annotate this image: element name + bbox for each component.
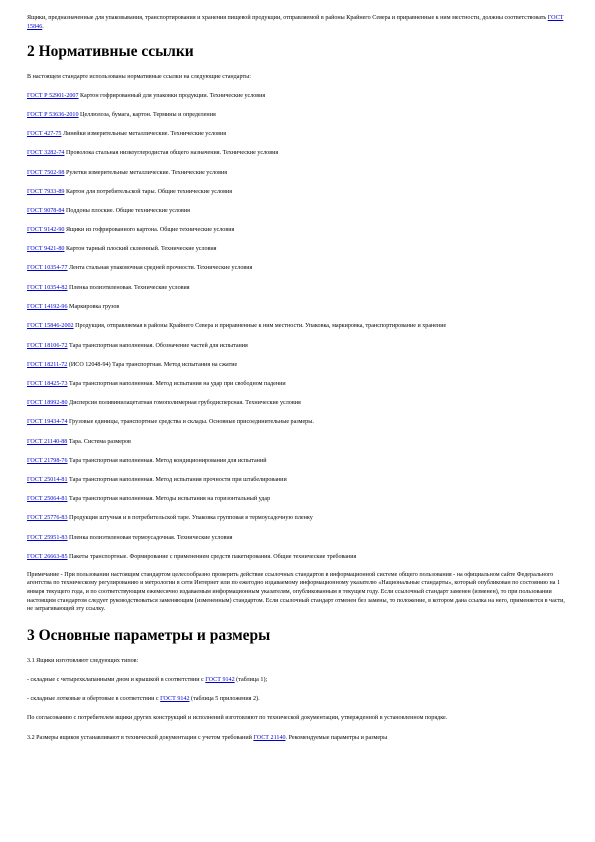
reference-link[interactable]: ГОСТ 10354-82 bbox=[27, 284, 68, 291]
reference-title: Картон тарный плоский склеенный. Технические условия bbox=[64, 246, 217, 253]
reference-item bbox=[27, 322, 568, 331]
reference-title: Проволока стальная низкоуглеродистая общего назначения. Технические условия bbox=[64, 150, 279, 157]
reference-title: Тара транспортная наполненная. Обозначение частей для испытания bbox=[67, 342, 248, 349]
reference-item bbox=[27, 380, 568, 389]
reference-title: Рулетки измерительные металлические. Технические условия bbox=[64, 169, 228, 176]
reference-link[interactable]: ГОСТ Р 53636-2010 bbox=[27, 111, 79, 118]
reference-title: (ИСО 12048-94) Тара транспортная. Метод испытания на сжатие bbox=[67, 361, 238, 368]
clause-3-2 bbox=[27, 734, 568, 743]
reference-title: Дисперсия поливинилацетатная гомополимерная грубодисперсная. Технические условия bbox=[67, 400, 301, 407]
reference-link[interactable]: ГОСТ 10354-77 bbox=[27, 265, 68, 272]
clause-3-2-tail: . Рекомендуемые параметры и размеры bbox=[285, 734, 388, 741]
reference-title: Грузовые единицы, транспортные средства и склады. Основные присоединительные размеры. bbox=[67, 419, 314, 426]
reference-title: Поддоны плоские. Общие технические условия bbox=[64, 207, 190, 214]
normative-references-list bbox=[27, 92, 568, 562]
reference-item bbox=[27, 111, 568, 120]
reference-link[interactable]: ГОСТ 427-75 bbox=[27, 131, 62, 138]
reference-title: Картон для потребительской тары. Общие технические условия bbox=[64, 188, 233, 195]
reference-item bbox=[27, 476, 568, 485]
reference-item bbox=[27, 534, 568, 543]
link-gost-9142-table-5[interactable]: ГОСТ 9142 bbox=[160, 696, 190, 703]
reference-item bbox=[27, 149, 568, 158]
reference-title: Пленка полиэтиленовая термоусадочная. Технические условия bbox=[67, 534, 233, 541]
reference-link[interactable]: ГОСТ 21798-76 bbox=[27, 457, 68, 464]
reference-link[interactable]: ГОСТ Р 52901-2007 bbox=[27, 92, 79, 99]
reference-title: Картон гофрированный для упаковки продукции. Технические условия bbox=[78, 92, 266, 99]
clause-3-2-text: 3.2 Размеры ящиков устанавливают в технической документации с учетом требований bbox=[27, 734, 254, 741]
bullet-1-text: - складные с четырехклапанными дном и крышкой в соответствии с bbox=[27, 677, 206, 684]
reference-link[interactable]: ГОСТ 18425-73 bbox=[27, 381, 68, 387]
reference-title: Тара транспортная наполненная. Метод испытания на удар при свободном падении bbox=[67, 381, 286, 387]
consumer-agreement-paragraph: По согласованию с потребителем ящики других конструкций и исполнений изготовляют по технической документации, утвержденной в установленном порядке. bbox=[27, 715, 448, 722]
reference-item bbox=[27, 495, 568, 504]
reference-item bbox=[27, 284, 568, 293]
reference-link[interactable]: ГОСТ 3282-74 bbox=[27, 150, 65, 157]
reference-title: Продукция штучная и в потребительской таре. Упаковка групповая в термоусадочную пленку bbox=[67, 515, 313, 522]
clause-3-1: 3.1 Ящики изготовляют следующих типов: bbox=[27, 657, 139, 664]
reference-item bbox=[27, 169, 568, 178]
reference-link[interactable]: ГОСТ 25014-81 bbox=[27, 476, 68, 483]
bullet-1-tail: (таблица 1); bbox=[234, 677, 268, 684]
link-gost-21140[interactable]: ГОСТ 21140 bbox=[253, 734, 286, 741]
reference-title: Маркировка грузов bbox=[67, 303, 120, 310]
reference-item bbox=[27, 438, 568, 447]
references-note: Примечание - При пользовании настоящим стандартом целесообразно проверить действие ссылочных стандартов в информационной системе общего пользования - на официальном сайте Федерального агентства по техническому регулированию и метрологии в сети Интернет или по ежегодно издаваемому информационному указателю «Национальные стандарты», который опубликован по состоянию на 1 января текущего года, и по соответствующим ежемесячно издаваемым информационным указателям, опубликованным в текущем году. Если ссылочный стандарт заменен (изменен), то при пользовании настоящим стандартом следует руководствоваться заменяющим (измененным) стандартом. Если ссылочный стандарт отменен без замены, то положение, в котором дана ссылка на него, применяется в части, не затрагивающей эту ссылку. bbox=[27, 571, 565, 613]
reference-link[interactable]: ГОСТ 18211-72 bbox=[27, 361, 68, 368]
reference-title: Тара транспортная наполненная. Метод кондиционирования для испытаний bbox=[67, 457, 267, 464]
reference-title: Тара транспортная наполненная. Методы испытания на горизонтальный удар bbox=[67, 496, 271, 503]
reference-link[interactable]: ГОСТ 25951-83 bbox=[27, 534, 68, 541]
intro-text: Ящики, предназначенные для упаковывания, транспортирования и хранения пищевой продукции, отправляемой в районы Крайнего Севера и приравненные к ним местности, должны соответствовать bbox=[27, 15, 548, 21]
reference-link[interactable]: ГОСТ 25064-81 bbox=[27, 496, 68, 503]
reference-item bbox=[27, 399, 568, 408]
reference-title: Целлюлоза, бумага, картон. Термины и определения bbox=[78, 111, 216, 118]
bullet-folding-four-flap bbox=[27, 676, 568, 685]
reference-item bbox=[27, 92, 568, 101]
reference-link[interactable]: ГОСТ 18106-72 bbox=[27, 342, 68, 349]
reference-item bbox=[27, 361, 568, 370]
link-gost-9142-table-1[interactable]: ГОСТ 9142 bbox=[205, 677, 235, 684]
reference-link[interactable]: ГОСТ 18992-80 bbox=[27, 400, 68, 407]
reference-link[interactable]: ГОСТ 7933-89 bbox=[27, 188, 65, 195]
document-page bbox=[27, 14, 568, 753]
reference-item bbox=[27, 188, 568, 197]
intro-tail: . bbox=[42, 23, 44, 30]
reference-item bbox=[27, 418, 568, 427]
section-3-heading: 3 Основные параметры и размеры bbox=[27, 626, 271, 644]
link-gost-15846[interactable]: ГОСТ 15846 bbox=[27, 15, 564, 30]
reference-item bbox=[27, 226, 568, 235]
reference-title: Ящики из гофрированного картона. Общие технические условия bbox=[64, 227, 235, 234]
reference-title: Пленка полиэтиленовая. Технические условия bbox=[67, 284, 190, 291]
section-2-lead: В настоящем стандарте использованы нормативные ссылки на следующие стандарты: bbox=[27, 74, 251, 81]
bullet-folding-tray bbox=[27, 695, 568, 704]
reference-link[interactable]: ГОСТ 7502-98 bbox=[27, 169, 65, 176]
reference-item bbox=[27, 264, 568, 273]
reference-link[interactable]: ГОСТ 9078-84 bbox=[27, 207, 65, 214]
reference-item bbox=[27, 130, 568, 139]
bullet-2-tail: (таблица 5 приложения 2). bbox=[189, 696, 260, 703]
intro-paragraph bbox=[27, 14, 568, 31]
reference-item bbox=[27, 514, 568, 523]
reference-item bbox=[27, 553, 568, 562]
reference-link[interactable]: ГОСТ 9421-80 bbox=[27, 246, 65, 253]
reference-item bbox=[27, 207, 568, 216]
reference-link[interactable]: ГОСТ 15846-2002 bbox=[27, 323, 74, 330]
reference-title: Линейки измерительные металлические. Технические условия bbox=[61, 131, 227, 138]
reference-title: Продукция, отправляемая в районы Крайнего Севера и приравненные к ним местности. Упаковка, маркировка, транспортирование и хранение bbox=[73, 323, 447, 330]
reference-item bbox=[27, 457, 568, 466]
bullet-2-text: - складные лотковые и обертовые в соответствии с bbox=[27, 696, 161, 703]
reference-link[interactable]: ГОСТ 26663-85 bbox=[27, 553, 68, 560]
reference-item bbox=[27, 245, 568, 254]
reference-item bbox=[27, 342, 568, 351]
reference-item bbox=[27, 303, 568, 312]
reference-link[interactable]: ГОСТ 21140-88 bbox=[27, 438, 68, 445]
reference-link[interactable]: ГОСТ 25776-83 bbox=[27, 515, 68, 522]
reference-link[interactable]: ГОСТ 19434-74 bbox=[27, 419, 68, 426]
reference-title: Тара. Система размеров bbox=[67, 438, 131, 445]
reference-title: Тара транспортная наполненная. Метод испытания прочности при штабелировании bbox=[67, 476, 287, 483]
reference-title: Лента стальная упаковочная средней прочности. Технические условия bbox=[67, 265, 253, 272]
reference-link[interactable]: ГОСТ 14192-96 bbox=[27, 303, 68, 310]
section-2-heading: 2 Нормативные ссылки bbox=[27, 43, 194, 61]
reference-link[interactable]: ГОСТ 9142-90 bbox=[27, 227, 65, 234]
reference-title: Пакеты транспортные. Формирование с применением средств пакетирования. Общие технические требования bbox=[67, 553, 357, 560]
